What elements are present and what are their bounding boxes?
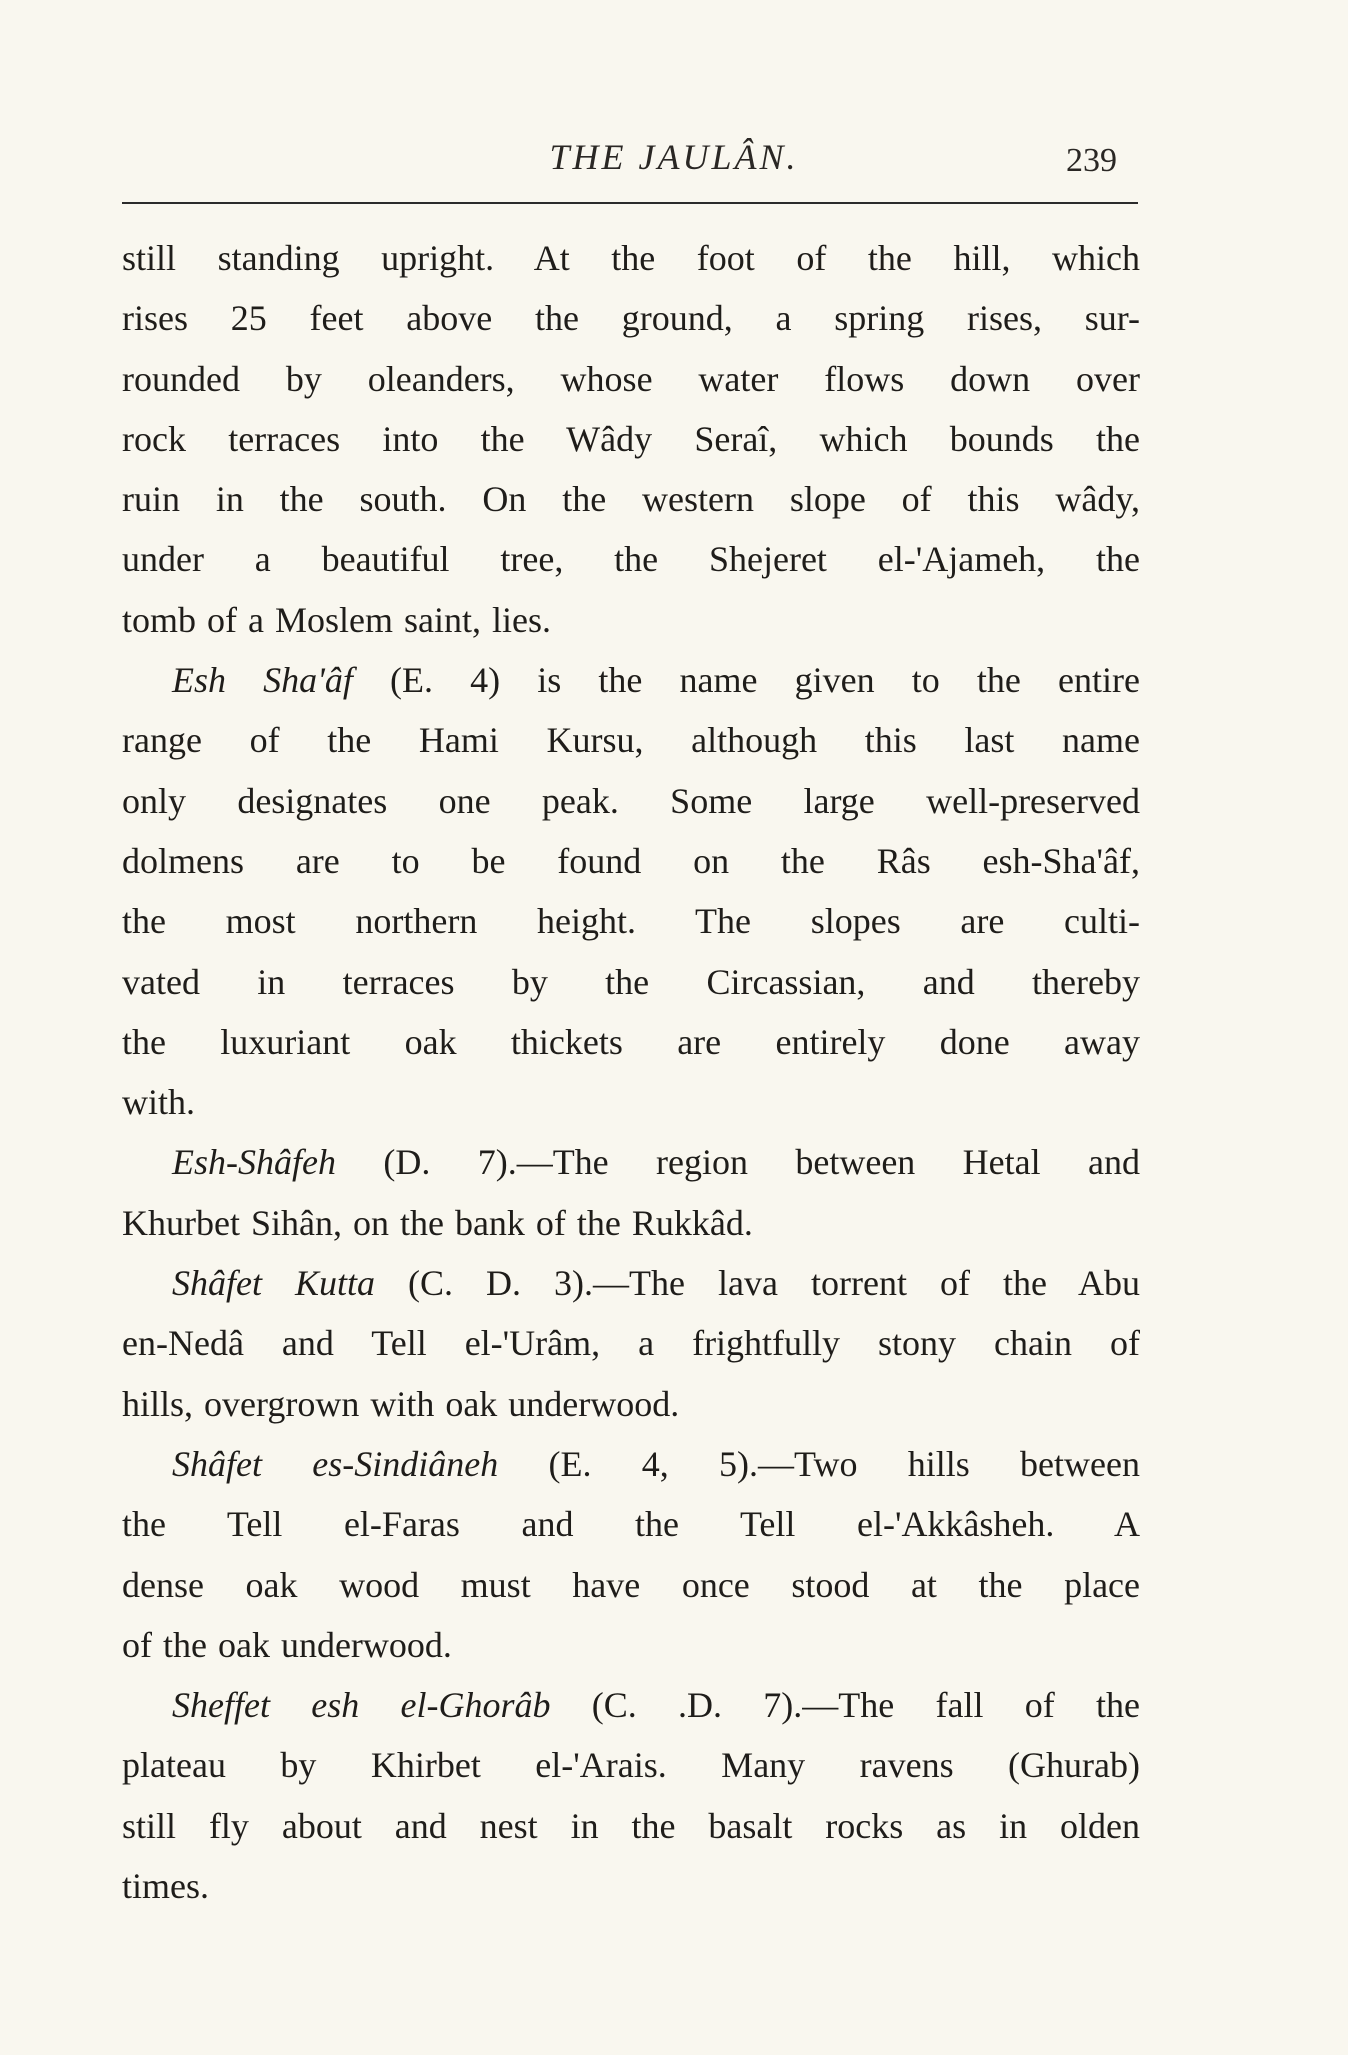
line-text: hills, overgrown with oak underwood.	[122, 1383, 680, 1424]
text-line	[122, 831, 1140, 891]
text-line	[122, 1555, 1140, 1615]
text-line	[122, 1856, 1140, 1916]
line-text: the luxuriant oak thickets are entirely done away	[122, 1021, 1140, 1062]
line-text: only designates one peak. Some large well-preserved	[122, 780, 1140, 821]
line-text: (C. D. 3).—The lava torrent of the Abu	[375, 1263, 1140, 1304]
line-text: vated in terraces by the Circassian, and thereby	[122, 961, 1140, 1002]
text-line	[122, 771, 1140, 831]
line-text: rock terraces into the Wâdy Seraî, which bounds the	[122, 418, 1140, 459]
page-number: 239	[1066, 142, 1117, 179]
text-line	[122, 952, 1140, 1012]
line-text: tomb of a Moslem saint, lies.	[122, 599, 551, 640]
text-line	[122, 710, 1140, 770]
line-text: plateau by Khirbet el-'Arais. Many ravens (Ghurab)	[122, 1745, 1140, 1786]
text-line	[122, 469, 1140, 529]
entry-term: Esh Sha'âf	[172, 660, 353, 701]
entry-term: Sheffet esh el-Ghorâb	[172, 1685, 551, 1726]
running-head	[0, 132, 1348, 182]
line-text: under a beautiful tree, the Shejeret el-'Ajameh, the	[122, 539, 1140, 580]
text-line	[122, 1434, 1140, 1494]
line-text: dense oak wood must have once stood at the place	[122, 1564, 1140, 1605]
text-line	[122, 1132, 1140, 1192]
text-line	[122, 590, 1140, 650]
line-text: dolmens are to be found on the Râs esh-Sha'âf,	[122, 840, 1140, 881]
line-text: the Tell el-Faras and the Tell el-'Akkâsheh. A	[122, 1504, 1140, 1545]
text-line	[122, 1494, 1140, 1554]
text-line	[122, 349, 1140, 409]
line-text: Khurbet Sihân, on the bank of the Rukkâd.	[122, 1202, 753, 1243]
line-text: still fly about and nest in the basalt rocks as in olden	[122, 1805, 1140, 1846]
line-text: (E. 4, 5).—Two hills between	[498, 1443, 1140, 1484]
line-text: still standing upright. At the foot of the hill, which	[122, 238, 1140, 278]
text-line	[122, 650, 1140, 710]
text-line	[122, 1615, 1140, 1675]
line-text: the most northern height. The slopes are culti-	[122, 901, 1140, 942]
text-line	[122, 1193, 1140, 1253]
text-line	[122, 1313, 1140, 1373]
entry-term: Shâfet Kutta	[172, 1263, 376, 1304]
line-text: (D. 7).—The region between Hetal and	[335, 1142, 1140, 1183]
text-line	[122, 1072, 1140, 1132]
line-text: range of the Hami Kursu, although this last name	[122, 720, 1140, 761]
text-line	[122, 228, 1140, 288]
line-text: with.	[122, 1082, 196, 1123]
text-line	[122, 529, 1140, 589]
entry-term: Esh-Shâfeh	[172, 1142, 336, 1183]
text-line	[122, 891, 1140, 951]
line-text: rounded by oleanders, whose water flows down over	[122, 358, 1140, 399]
line-text: en-Nedâ and Tell el-'Urâm, a frightfully stony chain of	[122, 1323, 1140, 1364]
line-text: of the oak underwood.	[122, 1624, 452, 1665]
header-rule	[122, 202, 1138, 204]
body-text	[122, 228, 1140, 1916]
text-line	[122, 1796, 1140, 1856]
text-line	[122, 1675, 1140, 1735]
line-text: (C. .D. 7).—The fall of the	[550, 1685, 1140, 1726]
line-text: rises 25 feet above the ground, a spring rises, sur-	[122, 298, 1140, 339]
running-title: THE JAULÂN.	[549, 137, 799, 177]
entry-term: Shâfet es-Sindiâneh	[172, 1443, 499, 1484]
line-text: times.	[122, 1866, 209, 1907]
text-line	[122, 1012, 1140, 1072]
line-text: (E. 4) is the name given to the entire	[352, 660, 1140, 701]
line-text: ruin in the south. On the western slope of this wâdy,	[122, 479, 1140, 520]
text-line	[122, 288, 1140, 348]
text-line	[122, 1253, 1140, 1313]
text-line	[122, 1735, 1140, 1795]
text-line	[122, 409, 1140, 469]
text-line	[122, 1374, 1140, 1434]
